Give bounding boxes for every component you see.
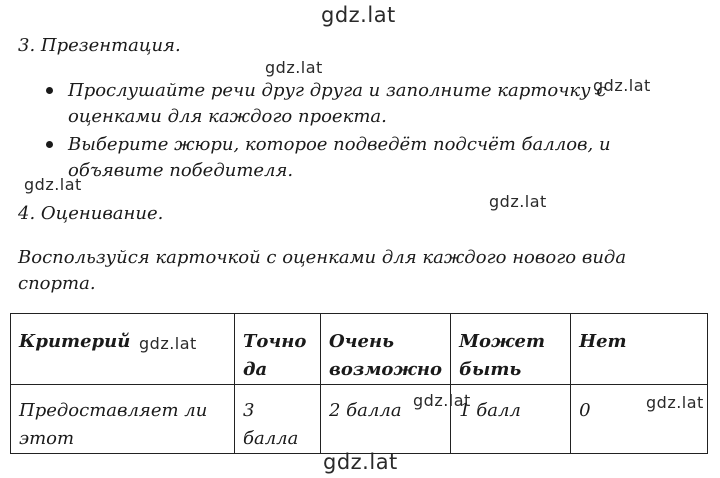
evaluation-table xyxy=(10,313,708,454)
header-line: быть xyxy=(459,359,522,380)
watermark: gdz.lat xyxy=(489,192,547,211)
watermark-bottom: gdz.lat xyxy=(323,450,398,474)
header-no: Нет xyxy=(571,314,708,385)
section-4-heading: 4. Оценивание. xyxy=(18,203,164,224)
cell-score-3: 3 балла xyxy=(235,385,321,454)
cell-criterion: Предоставляет ли этот xyxy=(11,385,235,454)
header-criterion: Критерий xyxy=(11,314,235,385)
watermark: gdz.lat xyxy=(139,334,197,353)
cell-score-2: 2 балла xyxy=(321,385,451,454)
bullet-1-line-2: оценками для каждого проекта. xyxy=(68,106,387,127)
header-maybe xyxy=(451,314,571,385)
bullet-dot xyxy=(46,87,53,94)
watermark: gdz.lat xyxy=(593,76,651,95)
watermark-top: gdz.lat xyxy=(321,3,396,27)
bullet-2-line-1: Выберите жюри, которое подведёт подсчёт баллов, и xyxy=(68,134,611,155)
table-header-row xyxy=(11,314,708,385)
cell-score-0: 0 xyxy=(571,385,708,454)
section-3-heading: 3. Презентация. xyxy=(18,35,181,56)
header-line: Очень xyxy=(329,331,394,352)
cell-score-1: 1 балл xyxy=(451,385,571,454)
watermark: gdz.lat xyxy=(413,391,471,410)
watermark: gdz.lat xyxy=(646,393,704,412)
instruction-line-2: спорта. xyxy=(18,273,96,294)
bullet-1-line-1: Прослушайте речи друг друга и заполните карточку с xyxy=(68,80,607,101)
header-line: Может xyxy=(459,331,545,352)
table-row xyxy=(11,385,708,454)
bullet-dot xyxy=(46,141,53,148)
header-very-possible xyxy=(321,314,451,385)
watermark: gdz.lat xyxy=(265,58,323,77)
watermark: gdz.lat xyxy=(24,175,82,194)
header-line: возможно xyxy=(329,359,443,380)
bullet-2-line-2: объявите победителя. xyxy=(68,160,294,181)
header-definitely-yes: Точно да xyxy=(235,314,321,385)
instruction-line-1: Воспользуйся карточкой с оценками для каждого нового вида xyxy=(18,247,627,268)
